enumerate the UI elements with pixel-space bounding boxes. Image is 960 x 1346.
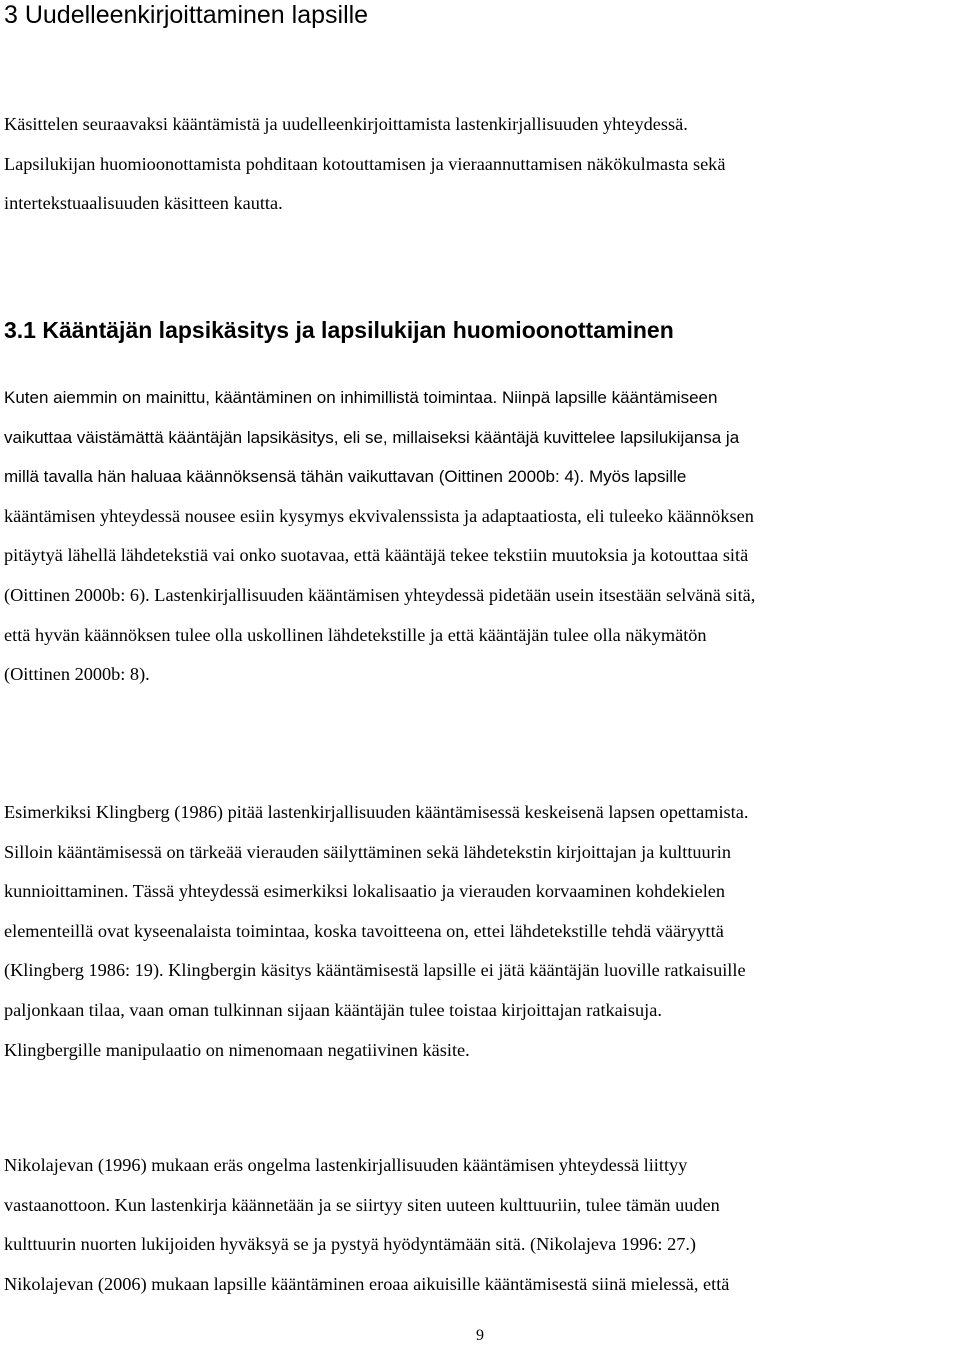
text-line: Silloin kääntämisessä on tärkeää vierauden säilyttäminen sekä lähdetekstin kirjoittajan ja kulttuurin	[4, 841, 731, 862]
section-paragraph-2	[4, 793, 956, 1070]
text-line: intertekstuaalisuuden käsitteen kautta.	[4, 193, 283, 214]
text-line: Nikolajevan (1996) mukaan eräs ongelma lastenkirjallisuuden kääntämisen yhteydessä liittyy	[4, 1155, 688, 1175]
text-line: Käsittelen seuraavaksi kääntämistä ja uudelleenkirjoittamista lastenkirjallisuuden yhteydessä.	[4, 114, 688, 134]
text-line: pitäytyä lähellä lähdetekstiä vai onko suotavaa, että kääntäjä tekee tekstiin muutoksia ja kotouttaa sitä	[4, 545, 749, 566]
section-paragraph-1	[4, 378, 956, 695]
text-line: kunnioittaminen. Tässä yhteydessä esimerkiksi lokalisaatio ja vierauden korvaaminen kohdekielen	[4, 881, 726, 902]
text-line: että hyvän käännöksen tulee olla uskollinen lähdetekstille ja että kääntäjän tulee olla näkymätön	[4, 624, 707, 645]
text-line: kulttuurin nuorten lukijoiden hyväksyä se ja pystyä hyödyntämään sitä. (Nikolajeva 1996: 27.)	[4, 1234, 697, 1255]
section-heading: 3.1 Kääntäjän lapsikäsitys ja lapsilukijan huomioonottaminen	[4, 317, 674, 343]
text-line: Esimerkiksi Klingberg (1986) pitää lastenkirjallisuuden kääntämisessä keskeisenä lapsen opettamista.	[4, 802, 749, 822]
text-line: (Oittinen 2000b: 8).	[4, 664, 150, 685]
text-line: Nikolajevan (2006) mukaan lapsille kääntäminen eroaa aikuisille kääntämisestä siinä mielessä, että	[4, 1273, 730, 1294]
text-line: elementeillä ovat kyseenalaista toimintaa, koska tavoitteena on, ettei lähdetekstille tehdä vääryyttä	[4, 920, 724, 941]
text-line: paljonkaan tilaa, vaan oman tulkinnan sijaan kääntäjän tulee toistaa kirjoittajan ratkaisuja.	[4, 999, 662, 1020]
text-line: vastaanottoon. Kun lastenkirja käännetään ja se siirtyy siten uuteen kulttuuriin, tulee tämän uuden	[4, 1194, 720, 1215]
chapter-intro-paragraph	[4, 105, 956, 224]
text-line: (Klingberg 1986: 19). Klingbergin käsitys kääntämisestä lapsille ei jätä kääntäjän luoville ratkaisuille	[4, 960, 746, 981]
page-number: 9	[476, 1327, 484, 1344]
text-line: kääntämisen yhteydessä nousee esiin kysymys ekvivalenssista ja adaptaatiosta, eli tuleeko käännöksen	[4, 505, 754, 526]
text-line: (Oittinen 2000b: 6). Lastenkirjallisuuden kääntämisen yhteydessä pidetään usein itsestään selvänä sitä,	[4, 584, 756, 605]
text-line: vaikuttaa väistämättä kääntäjän lapsikäsitys, eli se, millaiseksi kääntäjä kuvittelee lapsilukijansa ja	[4, 427, 740, 447]
text-line: Klingbergille manipulaatio on nimenomaan negatiivinen käsite.	[4, 1039, 470, 1060]
text-line: Kuten aiemmin on mainittu, kääntäminen on inhimillistä toimintaa. Niinpä lapsille kääntämiseen	[4, 388, 718, 407]
chapter-heading: 3 Uudelleenkirjoittaminen lapsille	[4, 1, 369, 29]
text-line: Lapsilukijan huomioonottamista pohditaan kotouttamisen ja vieraannuttamisen näkökulmasta sekä	[4, 153, 726, 174]
section-paragraph-3	[4, 1146, 956, 1304]
text-line: millä tavalla hän haluaa käännöksensä tähän vaikuttavan (Oittinen 2000b: 4). Myös lapsille	[4, 467, 687, 487]
